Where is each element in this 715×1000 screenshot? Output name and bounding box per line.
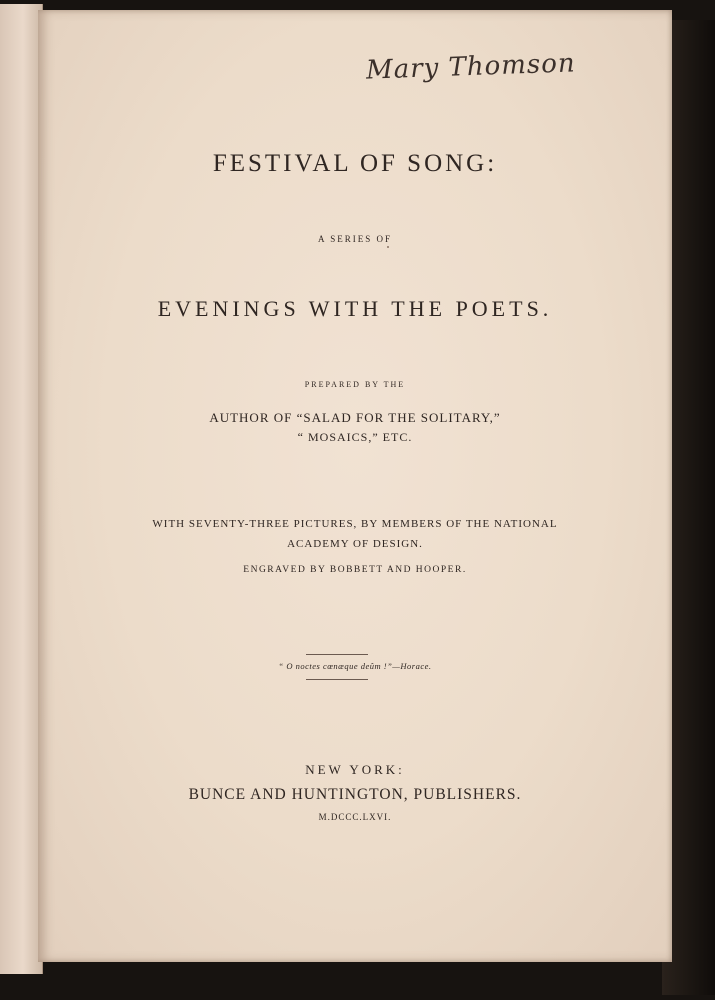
publication-city: NEW YORK:	[305, 762, 405, 777]
epigraph-rule-bottom	[306, 679, 368, 680]
publisher-name: BUNCE AND HUNTINGTON, PUBLISHERS.	[188, 786, 522, 803]
handwritten-signature: Mary Thomson	[365, 48, 577, 86]
title-page	[38, 10, 672, 962]
author-line-1: AUTHOR OF “SALAD FOR THE SOLITARY,”	[209, 410, 501, 425]
illustrations-line-1: WITH SEVENTY-THREE PICTURES, BY MEMBERS OF THE NATIONAL	[152, 518, 558, 530]
publication-year: M.DCCC.LXVI.	[318, 812, 392, 822]
author-line-2: “ MOSAICS,” ETC.	[297, 430, 413, 444]
series-label: A SERIES OF	[317, 234, 392, 244]
facing-page-edge	[0, 4, 43, 974]
illustrations-line-2: ACADEMY OF DESIGN.	[287, 538, 423, 550]
paper-speck	[387, 246, 389, 248]
prepared-by-label: PREPARED BY THE	[304, 380, 406, 389]
epigraph: “ O noctes cœnæque deûm !”—Horace.	[278, 661, 432, 671]
book-title: FESTIVAL OF SONG:	[212, 150, 498, 177]
engraved-by-line: ENGRAVED BY BOBBETT AND HOOPER.	[243, 565, 467, 575]
book-subtitle: EVENINGS WITH THE POETS.	[157, 296, 553, 321]
epigraph-rule-top	[306, 654, 368, 655]
